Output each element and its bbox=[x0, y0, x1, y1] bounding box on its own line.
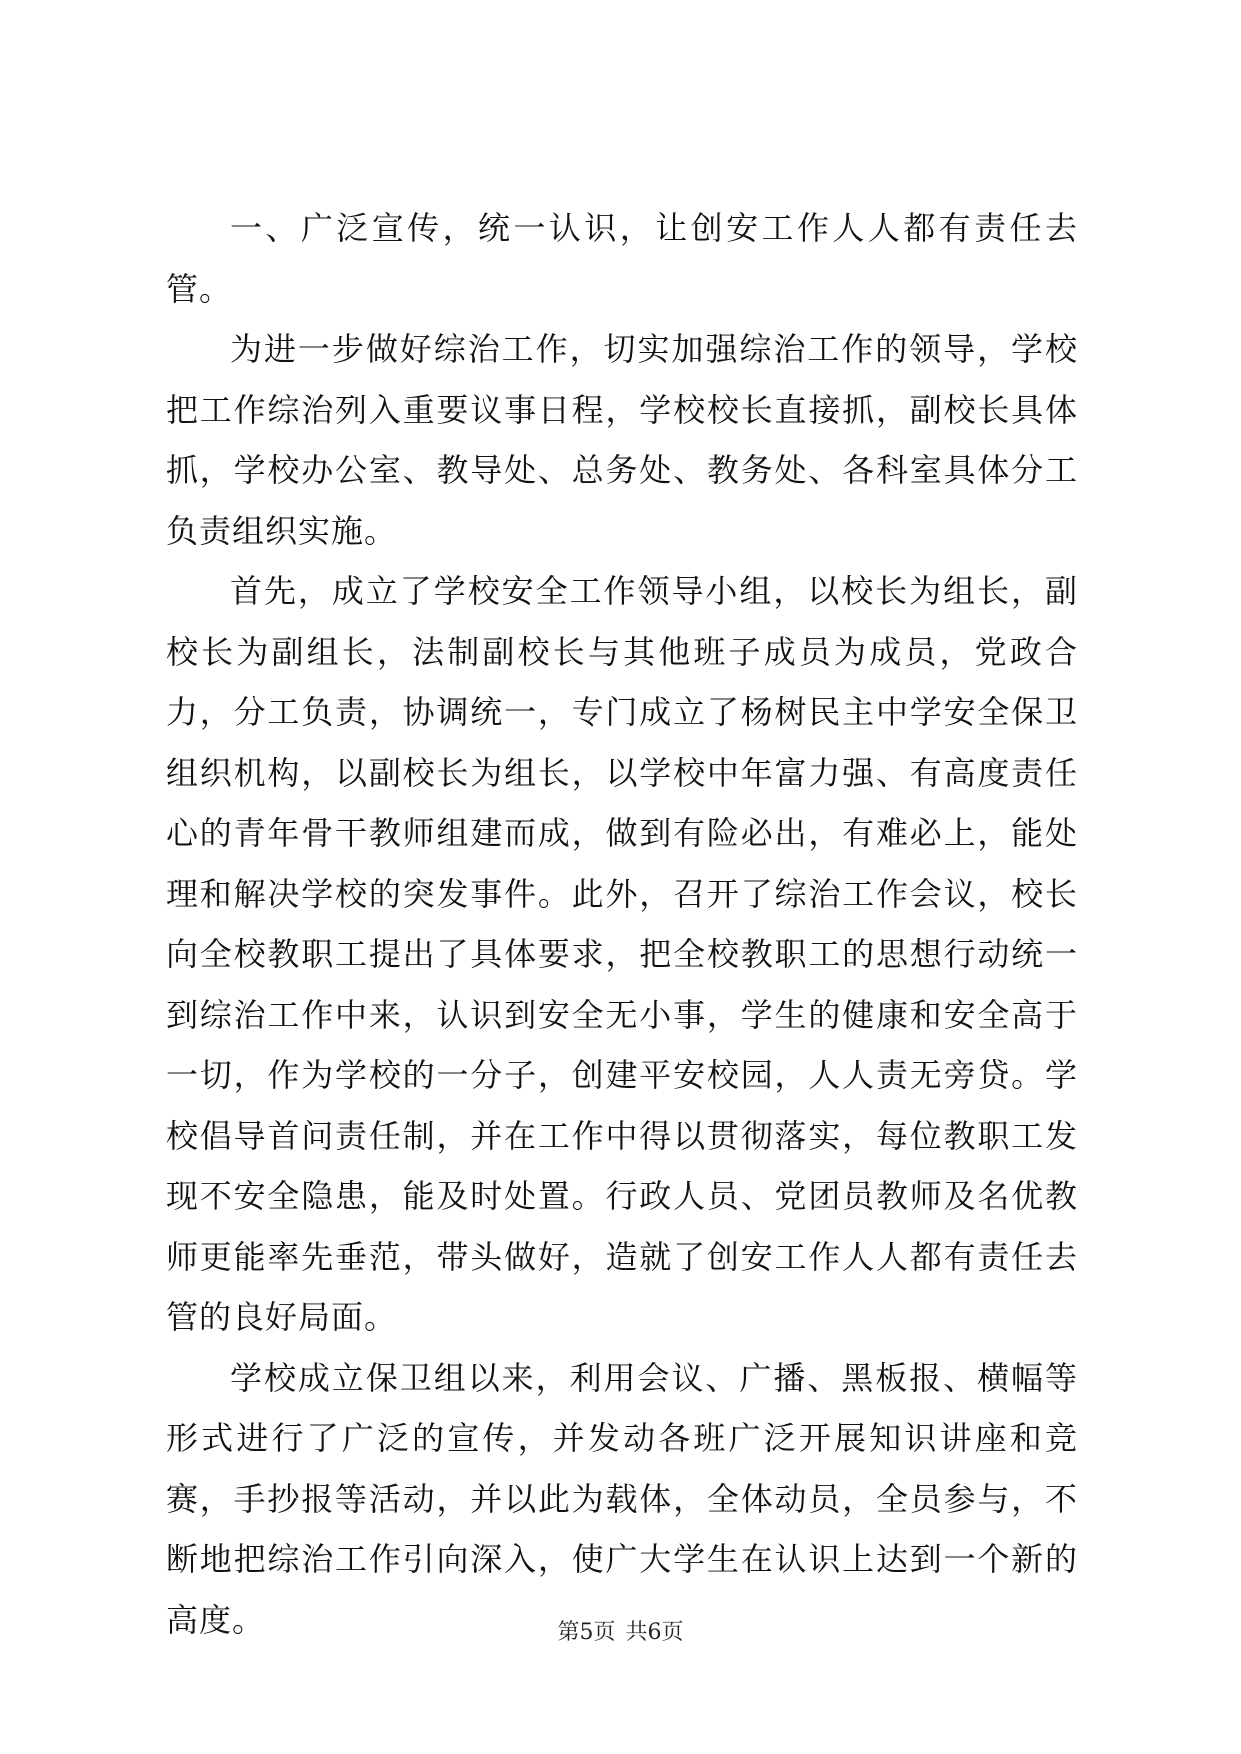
page-number-total: 共6页 bbox=[625, 1620, 684, 1645]
page-footer bbox=[0, 1618, 1241, 1648]
page-number-current: 第5页 bbox=[557, 1620, 616, 1645]
paragraph-safety-group: 首先，成立了学校安全工作领导小组，以校长为组长，副校长为副组长，法制副校长与其他班子成员为成员，党政合力，分工负责，协调统一，专门成立了杨树民主中学安全保卫组织机构，以副校长为组长，以学校中年富力强、有高度责任心的青年骨干教师组建而成，做到有险必出，有难必上，能处理和解决学校的突发事件。此外，召开了综治工作会议，校长向全校教职工提出了具体要求，把全校教职工的思想行动统一到综治工作中来，认识到安全无小事，学生的健康和安全高于一切，作为学校的一分子，创建平安校园，人人责无旁贷。学校倡导首问责任制，并在工作中得以贯彻落实，每位教职工发现不安全隐患，能及时处置。行政人员、党团员教师及名优教师更能率先垂范，带头做好，造就了创安工作人人都有责任去管的良好局面。 bbox=[166, 572, 1078, 1336]
paragraph-publicity: 学校成立保卫组以来，利用会议、广播、黑板报、横幅等形式进行了广泛的宣传，并发动各班广泛开展知识讲座和竞赛，手抄报等活动，并以此为载体，全体动员，全员参与，不断地把综治工作引向深入，使广大学生在认识上达到一个新的高度。 bbox=[166, 1358, 1078, 1639]
paragraph-leadership: 为进一步做好综治工作，切实加强综治工作的领导，学校把工作综治列入重要议事日程，学校校长直接抓，副校长具体抓，学校办公室、教导处、总务处、教务处、各科室具体分工负责组织实施。 bbox=[166, 330, 1078, 550]
section-heading: 一、广泛宣传，统一认识，让创安工作人人都有责任去管。 bbox=[166, 209, 1078, 308]
document-body bbox=[166, 198, 1078, 1650]
